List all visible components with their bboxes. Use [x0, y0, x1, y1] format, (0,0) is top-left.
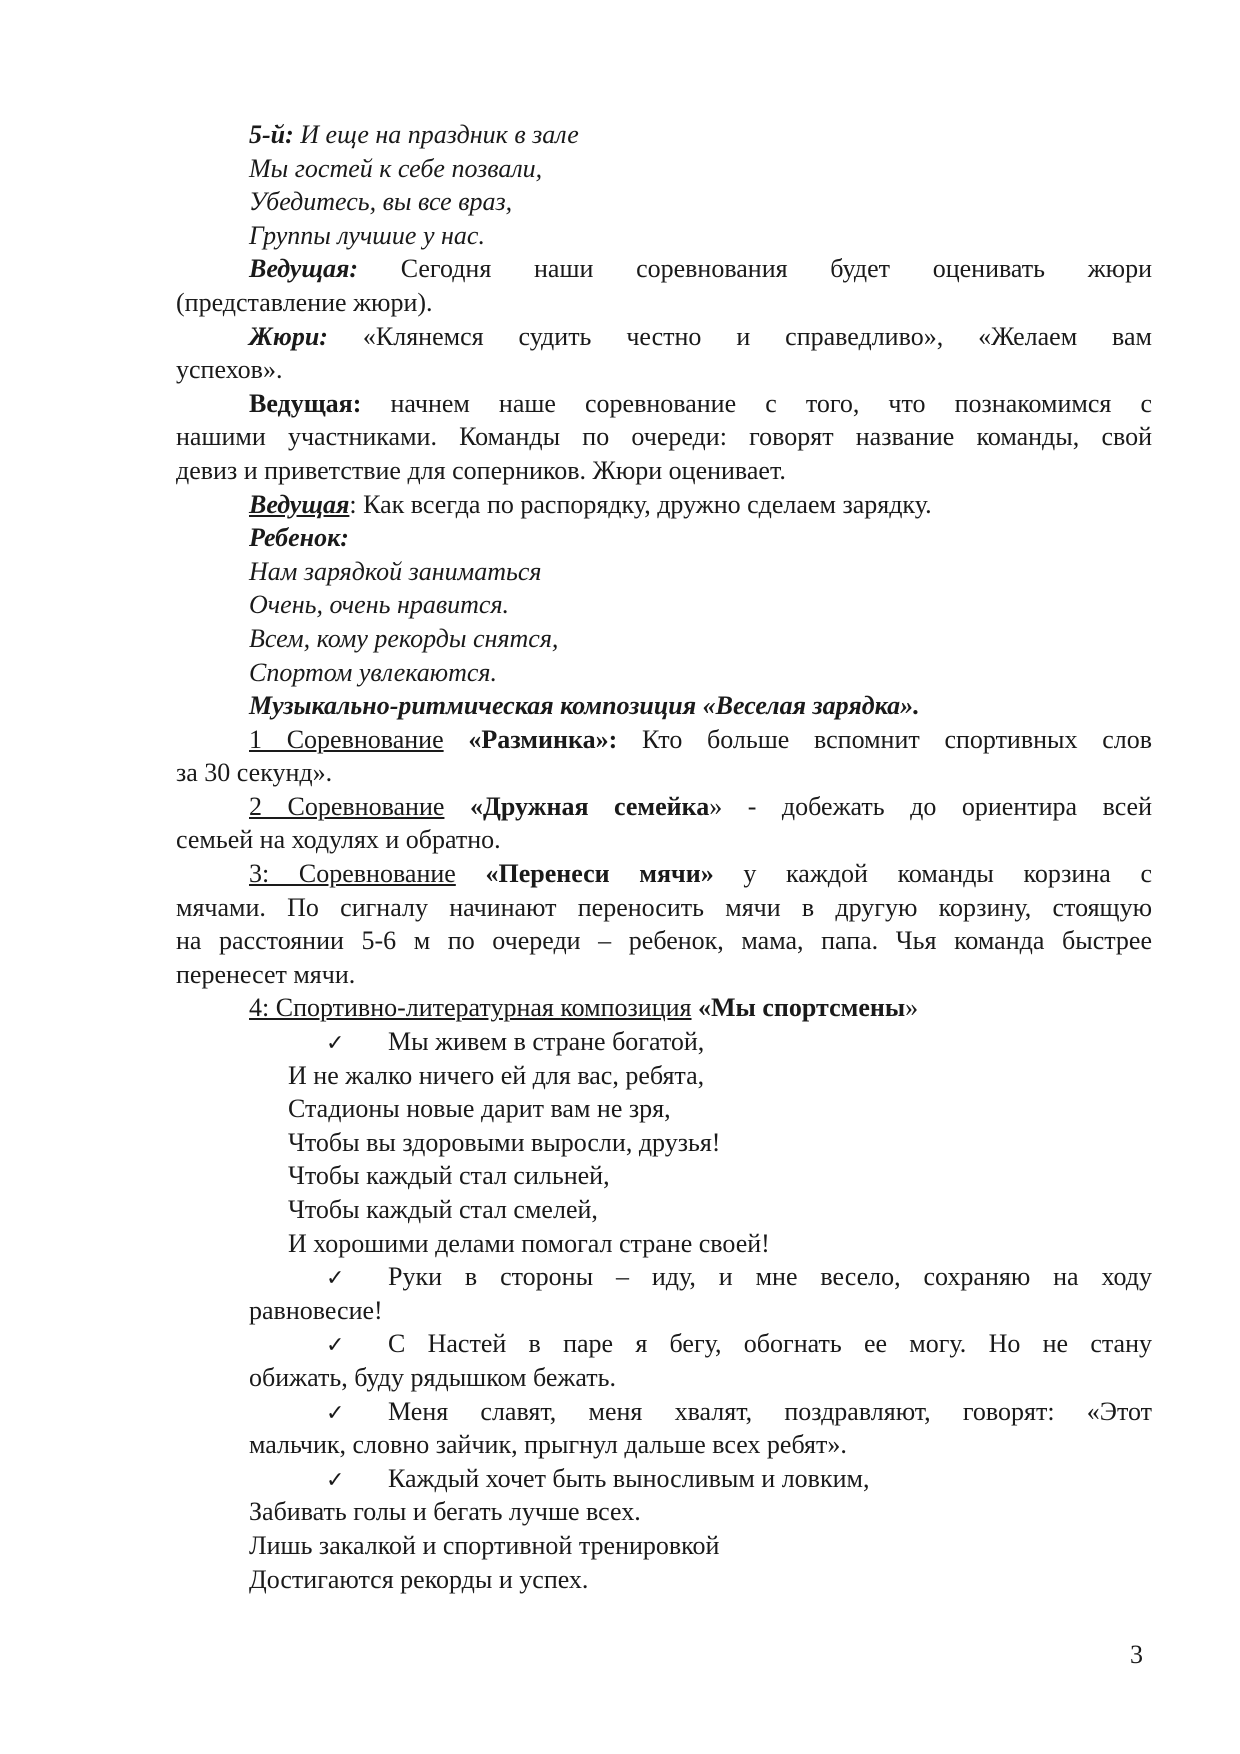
paragraph-text: » - добежать до ориентира всей	[709, 791, 1152, 821]
intro-poem-line: Убедитесь, вы все враз,	[249, 187, 513, 217]
competition-name: «Дружная семейка	[469, 791, 710, 821]
verse-line: Достигаются рекорды и успех.	[249, 1564, 589, 1594]
poem-text: И еще на праздник в зале	[300, 120, 579, 149]
paragraph-line: за 30 секунд».	[176, 758, 333, 788]
paragraph-line: перенесет мячи.	[176, 959, 356, 989]
check-icon: ✓	[326, 1266, 345, 1292]
speaker-label: Ведущая:	[249, 388, 362, 418]
paragraph-line	[176, 320, 1152, 354]
check-icon: ✓	[326, 1467, 345, 1493]
speaker-label: 5-й:	[249, 120, 294, 149]
checklist-item	[176, 1462, 1152, 1496]
paragraph-line: нашими участниками. Команды по очереди: говорят название команды, свой	[176, 422, 1152, 452]
verse-line: И не жалко ничего ей для вас, ребята,	[288, 1060, 705, 1090]
paragraph-text: Кто больше вспомнит спортивных слов	[641, 724, 1152, 754]
speaker-label: Ведущая:	[249, 254, 359, 284]
paragraph-line	[176, 252, 1152, 286]
check-icon: ✓	[326, 1031, 345, 1057]
verse-line: обижать, буду рядышком бежать.	[249, 1362, 616, 1392]
checklist-item	[176, 1395, 1152, 1429]
paragraph-line	[176, 857, 1152, 891]
paragraph-line: успехов».	[176, 355, 283, 385]
speaker-label: Ребенок:	[249, 523, 349, 553]
page-content	[176, 118, 1152, 1596]
paragraph-text: »	[905, 993, 919, 1023]
paragraph-text: Сегодня наши соревнования будет оценивать жюри	[400, 254, 1152, 284]
competition-label: 2 Соревнование	[249, 791, 445, 821]
verse-line: Чтобы каждый стал смелей,	[288, 1195, 598, 1224]
child-poem-line: Спортом увлекаются.	[249, 657, 497, 687]
competition-label: 4: Спортивно-литературная композиция	[249, 993, 692, 1023]
child-poem-line: Нам зарядкой заниматься	[249, 556, 542, 586]
section-title: Музыкально-ритмическая композиция «Веселая зарядка».	[249, 691, 920, 721]
intro-poem-line	[176, 118, 1152, 152]
competition-name: «Мы спортсмены	[698, 993, 906, 1023]
verse-line: Забивать голы и бегать лучше всех.	[249, 1497, 641, 1527]
paragraph-line: (представление жюри).	[176, 287, 433, 317]
verse-text: Мы живем в стране богатой,	[388, 1027, 705, 1057]
verse-line: Лишь закалкой и спортивной тренировкой	[249, 1530, 720, 1560]
paragraph-text: «Клянемся судить честно и справедливо», «Желаем вам	[362, 321, 1152, 351]
paragraph-line	[176, 387, 1152, 421]
page-number: 3	[1130, 1640, 1143, 1669]
checklist-item	[176, 1260, 1152, 1294]
verse-line: равновесие!	[249, 1295, 383, 1325]
verse-text: Руки в стороны – иду, и мне весело, сохраняю на ходу	[388, 1262, 1152, 1292]
check-icon: ✓	[326, 1400, 345, 1426]
checklist-item	[176, 1327, 1152, 1361]
competition-name: «Перенеси мячи»	[485, 859, 714, 889]
check-icon: ✓	[326, 1333, 345, 1359]
competition-label: 1 Соревнование	[249, 724, 444, 754]
verse-line: мальчик, словно зайчик, прыгнул дальше всех ребят».	[249, 1430, 847, 1460]
verse-line: Стадионы новые дарит вам не зря,	[288, 1094, 671, 1124]
paragraph-line	[176, 723, 1152, 757]
paragraph-line	[176, 991, 1152, 1025]
child-poem-line: Всем, кому рекорды снятся,	[249, 623, 559, 653]
child-poem-line: Очень, очень нравится.	[249, 590, 510, 620]
paragraph-line: семьей на ходулях и обратно.	[176, 825, 501, 855]
speaker-label: Жюри:	[249, 321, 328, 351]
paragraph-text: : Как всегда по распорядку, дружно сделаем зарядку.	[349, 489, 932, 519]
paragraph-line	[176, 488, 1152, 522]
checklist-item	[176, 1025, 1152, 1059]
paragraph-line	[176, 790, 1152, 824]
verse-text: С Настей в паре я бегу, обогнать ее могу. Но не стану	[388, 1329, 1152, 1359]
competition-name: «Разминка»:	[468, 724, 618, 754]
paragraph-text: начнем наше соревнование с того, что познакомимся с	[390, 388, 1152, 418]
verse-line: Чтобы вы здоровыми выросли, друзья!	[288, 1127, 721, 1157]
paragraph-text: у каждой команды корзина с	[743, 859, 1152, 889]
speaker-label: Ведущая	[249, 489, 350, 519]
verse-text: Каждый хочет быть выносливым и ловким,	[388, 1463, 870, 1493]
verse-line: Чтобы каждый стал сильней,	[288, 1161, 610, 1191]
competition-label: 3: Соревнование	[249, 859, 456, 889]
paragraph-line: на расстоянии 5-6 м по очереди – ребенок, мама, папа. Чья команда быстрее	[176, 926, 1152, 956]
intro-poem-line: Группы лучшие у нас.	[249, 220, 485, 250]
paragraph-line: мячами. По сигналу начинают переносить мячи в другую корзину, стоящую	[176, 892, 1152, 922]
paragraph-line: девиз и приветствие для соперников. Жюри оценивает.	[176, 455, 786, 485]
intro-poem-line: Мы гостей к себе позвали,	[249, 153, 543, 183]
verse-line: И хорошими делами помогал стране своей!	[288, 1228, 770, 1258]
verse-text: Меня славят, меня хвалят, поздравляют, говорят: «Этот	[388, 1396, 1152, 1426]
